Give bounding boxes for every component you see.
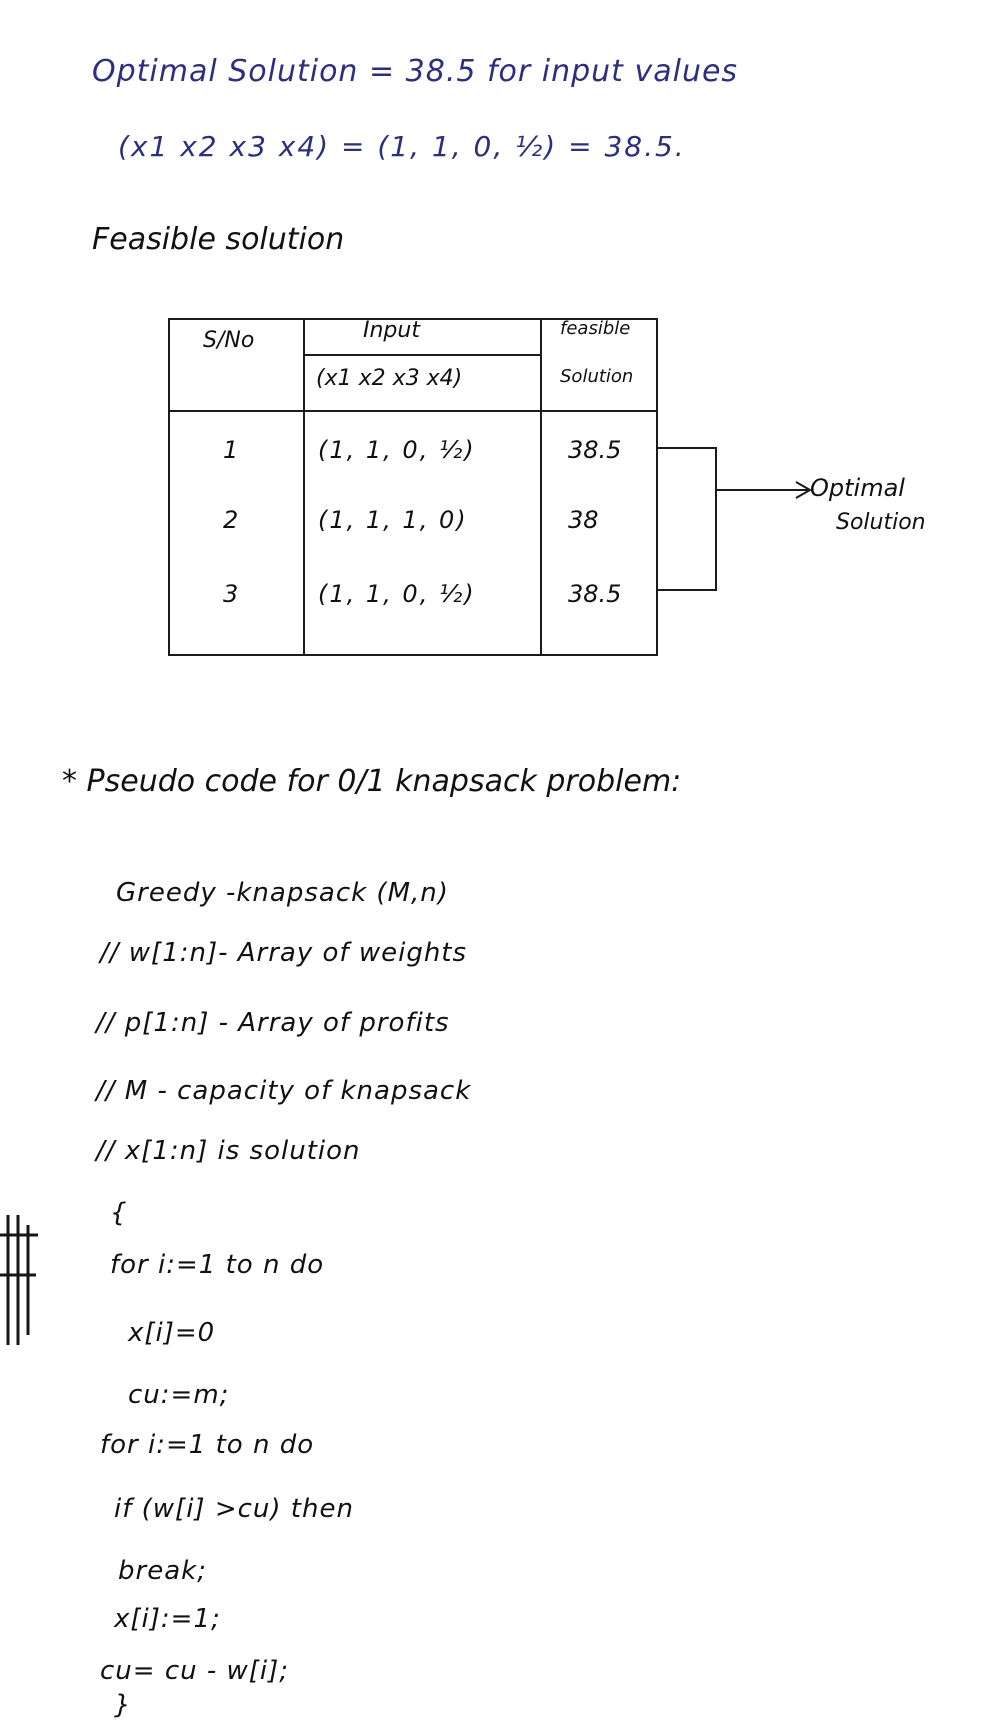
code-line: x[i]:=1; bbox=[114, 1604, 221, 1634]
margin-tally-mark bbox=[0, 1215, 40, 1355]
row-1-sno: 1 bbox=[223, 436, 239, 464]
optimal-solution-line: Optimal Solution = 38.5 for input values bbox=[92, 54, 739, 89]
annotation-optimal: Optimal bbox=[810, 474, 905, 502]
code-line: } bbox=[114, 1690, 132, 1720]
row-2-feasible: 38 bbox=[568, 506, 599, 534]
code-line: // M - capacity of knapsack bbox=[96, 1076, 472, 1106]
code-line: // x[1:n] is solution bbox=[96, 1136, 361, 1166]
code-line: // p[1:n] - Array of profits bbox=[96, 1008, 450, 1038]
header-sno: S/No bbox=[203, 328, 255, 353]
feasible-solution-heading: Feasible solution bbox=[92, 222, 345, 257]
header-variables: (x1 x2 x3 x4) bbox=[316, 366, 463, 391]
code-line: Greedy -knapsack (M,n) bbox=[116, 878, 449, 908]
code-line: x[i]=0 bbox=[128, 1318, 216, 1348]
row-1-feasible: 38.5 bbox=[568, 436, 622, 464]
row-3-input: (1, 1, 0, ½) bbox=[318, 580, 476, 608]
code-line: break; bbox=[118, 1556, 207, 1586]
row-1-input: (1, 1, 0, ½) bbox=[318, 436, 476, 464]
code-line: { bbox=[110, 1198, 128, 1228]
code-line: // w[1:n]- Array of weights bbox=[100, 938, 468, 968]
header-feasible: feasible bbox=[560, 318, 631, 339]
code-line: cu:=m; bbox=[128, 1380, 230, 1410]
row-3-sno: 3 bbox=[223, 580, 239, 608]
row-3-feasible: 38.5 bbox=[568, 580, 622, 608]
input-values-line: (x1 x2 x3 x4) = (1, 1, 0, ½) = 38.5. bbox=[118, 130, 686, 163]
row-2-input: (1, 1, 1, 0) bbox=[318, 506, 468, 534]
annotation-solution: Solution bbox=[836, 510, 926, 535]
code-line: if (w[i] >cu) then bbox=[114, 1494, 354, 1524]
code-line: for i:=1 to n do bbox=[100, 1430, 315, 1460]
header-input: Input bbox=[363, 318, 420, 343]
pseudo-code-heading: * Pseudo code for 0/1 knapsack problem: bbox=[62, 764, 682, 799]
header-solution: Solution bbox=[560, 366, 634, 387]
code-line: for i:=1 to n do bbox=[110, 1250, 325, 1280]
row-2-sno: 2 bbox=[223, 506, 239, 534]
code-line: cu= cu - w[i]; bbox=[100, 1656, 290, 1686]
